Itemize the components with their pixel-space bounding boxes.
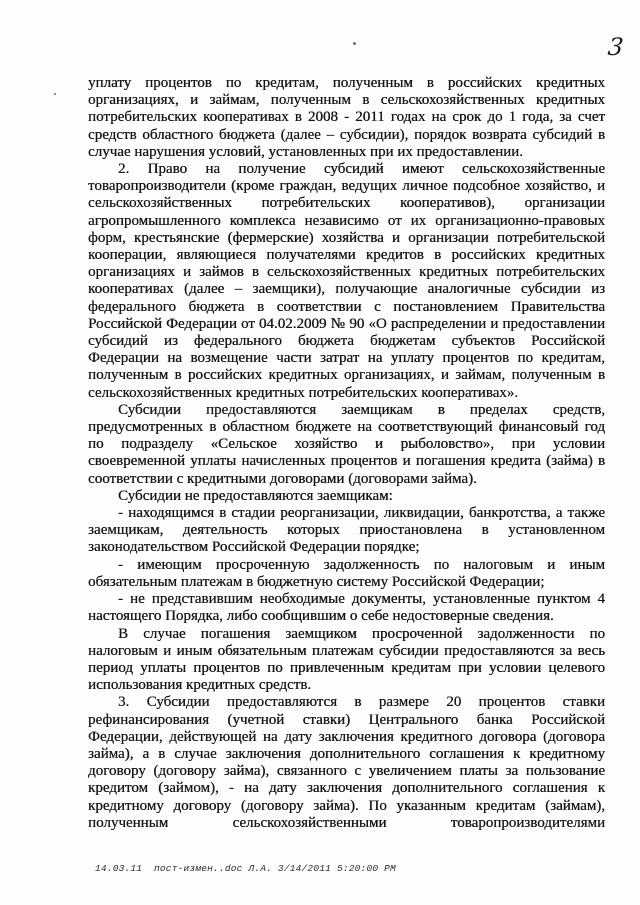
paragraph-debt-repayment-case: В случае погашения заемщиком просроченной задолженности по налоговым и иным обязательным платежам субсидии предоставляются за весь период уплаты процентов по привлеченным кредитам при условии целевого использования кредитных средств. bbox=[88, 625, 605, 694]
paragraph-exclusion-tax-debt: - имеющим просроченную задолженность по налоговым и иным обязательным платежам в бюджетную систему Российской Федерации; bbox=[88, 556, 605, 590]
paragraph-exclusions-header: Субсидии не предоставляются заемщикам: bbox=[118, 487, 393, 504]
paragraph-item-2: 2. Право на получение субсидий имеют сельскохозяйственные товаропроизводители (кроме граждан, ведущих личное подсобное хозяйство, и сельскохозяйственных потребительских кооперативов), организации агропромышленного комплекса независимо от их организационно-правовых форм, крестьянские (фермерские) хозяйства и организации потребительской кооперации, являющиеся получателями кредитов в российских кредитных организациях и займов в сельскохозяйственных кредитных потребительских кооперативах (далее – заемщики), получающие аналогичные субсидии из федерального бюджета в соответствии с постановлением Правительства Российской Федерации от 04.02.2009 № 90 «О распределении и предоставлении субсидий из федерального бюджета бюджетам субъектов Российской Федерации на возмещение части затрат на уплату процентов по кредитам, полученным в российских кредитных организациях, и займам, полученным в сельскохозяйственных кредитных потребительских кооперативах». bbox=[88, 161, 605, 401]
paragraph-item-3: 3. Субсидии предоставляются в размере 20 процентов ставки рефинансирования (учетной ставки) Центрального банка Российской Федерации, действующей на дату заключения кредитного договора (договора займа), а в случае заключения дополнительного соглашения к кредитному договору (договору займа), связанного с увеличением платы за пользование кредитом (займом), - на дату заключения дополнительного соглашения к кредитному договору (договору займа). По указанным кредитам (займам), полученным сельскохозяйственными товаропроизводителями bbox=[88, 694, 605, 831]
page-number: 3 bbox=[606, 33, 625, 61]
paragraph-continuation: уплату процентов по кредитам, полученным в российских кредитных организациях, и займам, полученным в сельскохозяйственных кредитных потребительских кооперативах в 2008 - 2011 годах на срок до 1 года, за счет средств областного бюджета (далее – субсидии), порядок возврата субсидий в случае нарушения условий, установленных при их предоставлении. bbox=[88, 75, 605, 160]
document-file-stamp: 14.03.11 пост-измен..doc Л.А. 3/14/2011 5:20:00 PM bbox=[95, 863, 396, 874]
paragraph-exclusion-reorganization: - находящимся в стадии реорганизации, ликвидации, банкротства, а также заемщикам, деятельность которых приостановлена в установленном законодательством Российской Федерации порядке; bbox=[88, 505, 605, 556]
paragraph-exclusion-documents: - не представившим необходимые документы, установленные пунктом 4 настоящего Порядка, либо сообщившим о себе недостоверные сведения. bbox=[88, 591, 605, 625]
document-body bbox=[88, 75, 605, 832]
scan-speck bbox=[54, 93, 56, 95]
scan-speck bbox=[353, 42, 356, 45]
paragraph-subsidy-limits: Субсидии предоставляются заемщикам в пределах средств, предусмотренных в областном бюджете на соответствующий финансовый год по подразделу «Сельское хозяйство и рыболовство», при условии своевременной уплаты начисленных процентов и погашения кредита (займа) в соответствии с кредитными договорами (договорами займа). bbox=[88, 401, 605, 487]
